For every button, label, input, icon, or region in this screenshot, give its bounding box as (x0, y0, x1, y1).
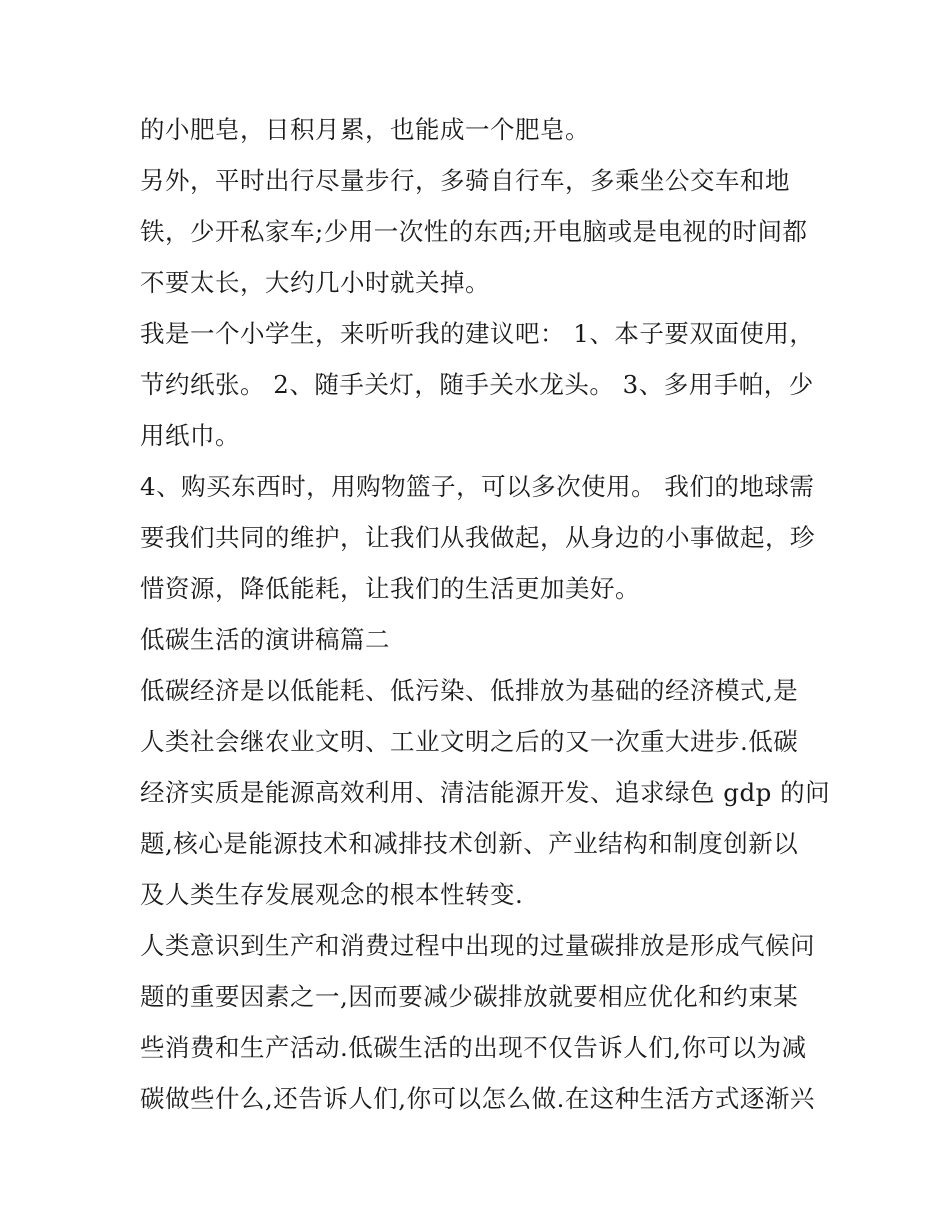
text-line: 及人类生存发展观念的根本性转变. (140, 880, 524, 909)
text-line: 另外，平时出行尽量步行，多骑自行车，多乘坐公交车和地 (140, 166, 790, 195)
text-line: 节约纸张。 2、随手关灯，随手关水龙头。 3、多用手帕，少 (140, 370, 814, 399)
text-line: 的小肥皂，日积月累，也能成一个肥皂。 (140, 115, 590, 144)
document-body (140, 104, 830, 1124)
text-line: 低碳经济是以低能耗、低污染、低排放为基础的经济模式,是 (140, 676, 799, 705)
text-line: 经济实质是能源高效利用、清洁能源开发、追求绿色 gdp 的问 (140, 778, 831, 807)
text-line: 不要太长，大约几小时就关掉。 (140, 268, 490, 297)
text-line: 题的重要因素之一,因而要减少碳排放就要相应优化和约束某 (140, 982, 799, 1011)
text-line: 人类社会继农业文明、工业文明之后的又一次重大进步.低碳 (140, 727, 799, 756)
text-line: 些消费和生产活动.低碳生活的出现不仅告诉人们,你可以为减 (140, 1033, 807, 1062)
text-line: 4、购买东西时，用购物篮子，可以多次使用。 我们的地球需 (140, 472, 815, 501)
text-line: 题,核心是能源技术和减排技术创新、产业结构和制度创新以 (140, 829, 799, 858)
text-line: 惜资源，降低能耗，让我们的生活更加美好。 (140, 574, 640, 603)
text-line: 碳做些什么,还告诉人们,你可以怎么做.在这种生活方式逐渐兴 (140, 1084, 815, 1113)
text-line: 人类意识到生产和消费过程中出现的过量碳排放是形成气候问 (140, 931, 815, 960)
text-line: 要我们共同的维护，让我们从我做起，从身边的小事做起，珍 (140, 523, 815, 552)
section-heading: 低碳生活的演讲稿篇二 (140, 625, 390, 654)
text-line: 铁，少开私家车;少用一次性的东西;开电脑或是电视的时间都 (140, 217, 808, 246)
text-line: 用纸巾。 (140, 421, 240, 450)
text-line: 我是一个小学生，来听听我的建议吧： 1、本子要双面使用， (140, 319, 815, 348)
